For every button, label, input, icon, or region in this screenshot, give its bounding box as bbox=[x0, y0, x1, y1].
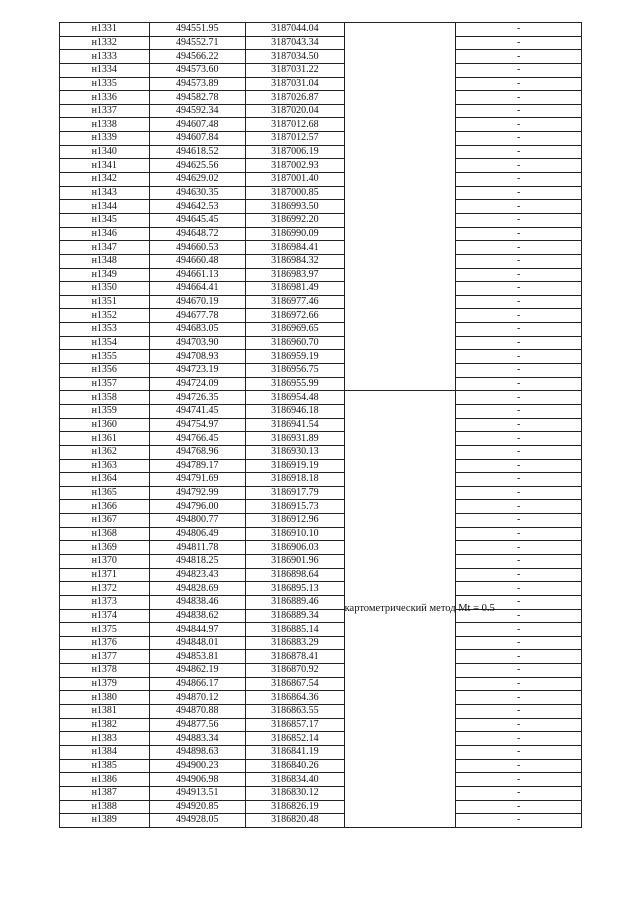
x-coordinate-cell: 494566.22 bbox=[149, 50, 246, 64]
note-cell: - bbox=[456, 350, 582, 364]
table-row bbox=[60, 636, 582, 650]
point-number-cell: н1378 bbox=[60, 664, 150, 678]
note-cell: - bbox=[456, 77, 582, 91]
point-number-cell: н1358 bbox=[60, 391, 150, 405]
point-number-cell: н1340 bbox=[60, 145, 150, 159]
y-coordinate-cell: 3187006.19 bbox=[246, 145, 345, 159]
note-cell: - bbox=[456, 759, 582, 773]
note-cell: - bbox=[456, 514, 582, 528]
point-number-cell: н1365 bbox=[60, 486, 150, 500]
table-row bbox=[60, 705, 582, 719]
point-number-cell: н1336 bbox=[60, 91, 150, 105]
y-coordinate-cell: 3187043.34 bbox=[246, 36, 345, 50]
table-row bbox=[60, 623, 582, 637]
table-row bbox=[60, 595, 582, 609]
x-coordinate-cell: 494806.49 bbox=[149, 527, 246, 541]
point-number-cell: н1389 bbox=[60, 814, 150, 828]
point-number-cell: н1344 bbox=[60, 200, 150, 214]
table-row bbox=[60, 159, 582, 173]
x-coordinate-cell: 494928.05 bbox=[149, 814, 246, 828]
y-coordinate-cell: 3187012.57 bbox=[246, 132, 345, 146]
point-number-cell: н1354 bbox=[60, 336, 150, 350]
y-coordinate-cell: 3186946.18 bbox=[246, 404, 345, 418]
y-coordinate-cell: 3186984.41 bbox=[246, 241, 345, 255]
point-number-cell: н1366 bbox=[60, 500, 150, 514]
x-coordinate-cell: 494913.51 bbox=[149, 786, 246, 800]
y-coordinate-cell: 3186969.65 bbox=[246, 323, 345, 337]
x-coordinate-cell: 494723.19 bbox=[149, 364, 246, 378]
y-coordinate-cell: 3186898.64 bbox=[246, 568, 345, 582]
point-number-cell: н1384 bbox=[60, 745, 150, 759]
x-coordinate-cell: 494683.05 bbox=[149, 323, 246, 337]
point-number-cell: н1364 bbox=[60, 473, 150, 487]
point-number-cell: н1377 bbox=[60, 650, 150, 664]
y-coordinate-cell: 3186883.29 bbox=[246, 636, 345, 650]
table-row bbox=[60, 459, 582, 473]
y-coordinate-cell: 3186919.19 bbox=[246, 459, 345, 473]
x-coordinate-cell: 494703.90 bbox=[149, 336, 246, 350]
y-coordinate-cell: 3187001.40 bbox=[246, 173, 345, 187]
x-coordinate-cell: 494870.88 bbox=[149, 705, 246, 719]
y-coordinate-cell: 3186956.75 bbox=[246, 364, 345, 378]
y-coordinate-cell: 3187020.04 bbox=[246, 104, 345, 118]
x-coordinate-cell: 494607.84 bbox=[149, 132, 246, 146]
x-coordinate-cell: 494848.01 bbox=[149, 636, 246, 650]
point-number-cell: н1360 bbox=[60, 418, 150, 432]
y-coordinate-cell: 3187031.22 bbox=[246, 63, 345, 77]
method-cell: картометрический метод Mt = 0.5 bbox=[344, 391, 456, 828]
y-coordinate-cell: 3187044.04 bbox=[246, 23, 345, 37]
y-coordinate-cell: 3186992.20 bbox=[246, 213, 345, 227]
note-cell: - bbox=[456, 773, 582, 787]
coordinates-table bbox=[59, 22, 582, 828]
note-cell: - bbox=[456, 268, 582, 282]
note-cell: - bbox=[456, 118, 582, 132]
x-coordinate-cell: 494708.93 bbox=[149, 350, 246, 364]
point-number-cell: н1381 bbox=[60, 705, 150, 719]
point-number-cell: н1332 bbox=[60, 36, 150, 50]
point-number-cell: н1342 bbox=[60, 173, 150, 187]
point-number-cell: н1352 bbox=[60, 309, 150, 323]
note-cell: - bbox=[456, 227, 582, 241]
table-row bbox=[60, 104, 582, 118]
table-row bbox=[60, 759, 582, 773]
point-number-cell: н1388 bbox=[60, 800, 150, 814]
note-cell: - bbox=[456, 445, 582, 459]
table-row bbox=[60, 186, 582, 200]
table-row bbox=[60, 786, 582, 800]
note-cell: - bbox=[456, 391, 582, 405]
x-coordinate-cell: 494811.78 bbox=[149, 541, 246, 555]
table-row bbox=[60, 404, 582, 418]
table-row bbox=[60, 50, 582, 64]
x-coordinate-cell: 494838.62 bbox=[149, 609, 246, 623]
table-row bbox=[60, 418, 582, 432]
table-row bbox=[60, 732, 582, 746]
x-coordinate-cell: 494726.35 bbox=[149, 391, 246, 405]
note-cell: - bbox=[456, 145, 582, 159]
point-number-cell: н1380 bbox=[60, 691, 150, 705]
note-cell: - bbox=[456, 173, 582, 187]
x-coordinate-cell: 494883.34 bbox=[149, 732, 246, 746]
x-coordinate-cell: 494618.52 bbox=[149, 145, 246, 159]
y-coordinate-cell: 3186867.54 bbox=[246, 677, 345, 691]
note-cell: - bbox=[456, 432, 582, 446]
x-coordinate-cell: 494592.34 bbox=[149, 104, 246, 118]
point-number-cell: н1361 bbox=[60, 432, 150, 446]
table-row bbox=[60, 650, 582, 664]
table-row bbox=[60, 554, 582, 568]
x-coordinate-cell: 494823.43 bbox=[149, 568, 246, 582]
x-coordinate-cell: 494664.41 bbox=[149, 282, 246, 296]
note-cell: - bbox=[456, 486, 582, 500]
note-cell: - bbox=[456, 500, 582, 514]
note-cell: - bbox=[456, 732, 582, 746]
point-number-cell: н1373 bbox=[60, 595, 150, 609]
note-cell: - bbox=[456, 213, 582, 227]
table-row bbox=[60, 664, 582, 678]
note-cell: - bbox=[456, 418, 582, 432]
x-coordinate-cell: 494630.35 bbox=[149, 186, 246, 200]
point-number-cell: н1349 bbox=[60, 268, 150, 282]
table-row bbox=[60, 541, 582, 555]
table-row bbox=[60, 145, 582, 159]
note-cell: - bbox=[456, 132, 582, 146]
y-coordinate-cell: 3186960.70 bbox=[246, 336, 345, 350]
y-coordinate-cell: 3186977.46 bbox=[246, 295, 345, 309]
point-number-cell: н1375 bbox=[60, 623, 150, 637]
point-number-cell: н1385 bbox=[60, 759, 150, 773]
note-cell: - bbox=[456, 541, 582, 555]
table-row bbox=[60, 814, 582, 828]
point-number-cell: н1359 bbox=[60, 404, 150, 418]
x-coordinate-cell: 494629.02 bbox=[149, 173, 246, 187]
y-coordinate-cell: 3186857.17 bbox=[246, 718, 345, 732]
x-coordinate-cell: 494573.60 bbox=[149, 63, 246, 77]
y-coordinate-cell: 3186910.10 bbox=[246, 527, 345, 541]
table-row bbox=[60, 282, 582, 296]
note-cell: - bbox=[456, 200, 582, 214]
y-coordinate-cell: 3186972.66 bbox=[246, 309, 345, 323]
note-cell: - bbox=[456, 36, 582, 50]
y-coordinate-cell: 3186830.12 bbox=[246, 786, 345, 800]
y-coordinate-cell: 3186918.18 bbox=[246, 473, 345, 487]
point-number-cell: н1356 bbox=[60, 364, 150, 378]
table-row bbox=[60, 568, 582, 582]
y-coordinate-cell: 3187034.50 bbox=[246, 50, 345, 64]
point-number-cell: н1369 bbox=[60, 541, 150, 555]
note-cell: - bbox=[456, 50, 582, 64]
y-coordinate-cell: 3186915.73 bbox=[246, 500, 345, 514]
y-coordinate-cell: 3186870.92 bbox=[246, 664, 345, 678]
table-row bbox=[60, 500, 582, 514]
table-row bbox=[60, 391, 582, 405]
y-coordinate-cell: 3187031.04 bbox=[246, 77, 345, 91]
x-coordinate-cell: 494853.81 bbox=[149, 650, 246, 664]
y-coordinate-cell: 3186834.40 bbox=[246, 773, 345, 787]
y-coordinate-cell: 3186878.41 bbox=[246, 650, 345, 664]
note-cell: - bbox=[456, 582, 582, 596]
note-cell: - bbox=[456, 186, 582, 200]
point-number-cell: н1331 bbox=[60, 23, 150, 37]
x-coordinate-cell: 494791.69 bbox=[149, 473, 246, 487]
y-coordinate-cell: 3186993.50 bbox=[246, 200, 345, 214]
method-cell-empty bbox=[344, 23, 456, 391]
y-coordinate-cell: 3186990.09 bbox=[246, 227, 345, 241]
coordinates-table-body bbox=[60, 23, 582, 828]
note-cell: - bbox=[456, 404, 582, 418]
x-coordinate-cell: 494625.56 bbox=[149, 159, 246, 173]
table-row bbox=[60, 63, 582, 77]
x-coordinate-cell: 494906.98 bbox=[149, 773, 246, 787]
table-row bbox=[60, 486, 582, 500]
point-number-cell: н1362 bbox=[60, 445, 150, 459]
x-coordinate-cell: 494900.23 bbox=[149, 759, 246, 773]
point-number-cell: н1371 bbox=[60, 568, 150, 582]
table-row bbox=[60, 609, 582, 623]
y-coordinate-cell: 3186954.48 bbox=[246, 391, 345, 405]
note-cell: - bbox=[456, 104, 582, 118]
point-number-cell: н1345 bbox=[60, 213, 150, 227]
table-row bbox=[60, 77, 582, 91]
note-cell: - bbox=[456, 63, 582, 77]
x-coordinate-cell: 494645.45 bbox=[149, 213, 246, 227]
note-cell: - bbox=[456, 814, 582, 828]
x-coordinate-cell: 494670.19 bbox=[149, 295, 246, 309]
note-cell: - bbox=[456, 786, 582, 800]
x-coordinate-cell: 494870.12 bbox=[149, 691, 246, 705]
point-number-cell: н1337 bbox=[60, 104, 150, 118]
point-number-cell: н1357 bbox=[60, 377, 150, 391]
point-number-cell: н1382 bbox=[60, 718, 150, 732]
note-cell: - bbox=[456, 650, 582, 664]
table-row bbox=[60, 432, 582, 446]
x-coordinate-cell: 494582.78 bbox=[149, 91, 246, 105]
x-coordinate-cell: 494898.63 bbox=[149, 745, 246, 759]
table-row bbox=[60, 350, 582, 364]
note-cell: - bbox=[456, 568, 582, 582]
x-coordinate-cell: 494552.71 bbox=[149, 36, 246, 50]
table-row bbox=[60, 132, 582, 146]
y-coordinate-cell: 3186983.97 bbox=[246, 268, 345, 282]
table-row bbox=[60, 36, 582, 50]
x-coordinate-cell: 494818.25 bbox=[149, 554, 246, 568]
table-row bbox=[60, 91, 582, 105]
note-cell: - bbox=[456, 473, 582, 487]
y-coordinate-cell: 3186885.14 bbox=[246, 623, 345, 637]
table-row bbox=[60, 173, 582, 187]
point-number-cell: н1350 bbox=[60, 282, 150, 296]
note-cell: - bbox=[456, 282, 582, 296]
point-number-cell: н1370 bbox=[60, 554, 150, 568]
note-cell: - bbox=[456, 295, 582, 309]
point-number-cell: н1347 bbox=[60, 241, 150, 255]
point-number-cell: н1333 bbox=[60, 50, 150, 64]
point-number-cell: н1334 bbox=[60, 63, 150, 77]
table-row bbox=[60, 241, 582, 255]
note-cell: - bbox=[456, 377, 582, 391]
x-coordinate-cell: 494660.48 bbox=[149, 254, 246, 268]
note-cell: - bbox=[456, 718, 582, 732]
x-coordinate-cell: 494768.96 bbox=[149, 445, 246, 459]
table-row bbox=[60, 473, 582, 487]
point-number-cell: н1374 bbox=[60, 609, 150, 623]
x-coordinate-cell: 494724.09 bbox=[149, 377, 246, 391]
table-row bbox=[60, 323, 582, 337]
y-coordinate-cell: 3186901.96 bbox=[246, 554, 345, 568]
table-row bbox=[60, 514, 582, 528]
point-number-cell: н1376 bbox=[60, 636, 150, 650]
table-row bbox=[60, 800, 582, 814]
table-row bbox=[60, 745, 582, 759]
note-cell: - bbox=[456, 459, 582, 473]
point-number-cell: н1335 bbox=[60, 77, 150, 91]
point-number-cell: н1355 bbox=[60, 350, 150, 364]
y-coordinate-cell: 3187026.87 bbox=[246, 91, 345, 105]
note-cell: - bbox=[456, 705, 582, 719]
y-coordinate-cell: 3186959.19 bbox=[246, 350, 345, 364]
table-row bbox=[60, 364, 582, 378]
table-row bbox=[60, 445, 582, 459]
table-row bbox=[60, 527, 582, 541]
y-coordinate-cell: 3186852.14 bbox=[246, 732, 345, 746]
x-coordinate-cell: 494877.56 bbox=[149, 718, 246, 732]
table-row bbox=[60, 336, 582, 350]
table-row bbox=[60, 254, 582, 268]
note-cell: - bbox=[456, 677, 582, 691]
point-number-cell: н1348 bbox=[60, 254, 150, 268]
x-coordinate-cell: 494789.17 bbox=[149, 459, 246, 473]
y-coordinate-cell: 3186906.03 bbox=[246, 541, 345, 555]
x-coordinate-cell: 494660.53 bbox=[149, 241, 246, 255]
point-number-cell: н1363 bbox=[60, 459, 150, 473]
note-cell: - bbox=[456, 664, 582, 678]
note-cell: - bbox=[456, 23, 582, 37]
y-coordinate-cell: 3186955.99 bbox=[246, 377, 345, 391]
note-cell: - bbox=[456, 609, 582, 623]
y-coordinate-cell: 3186941.54 bbox=[246, 418, 345, 432]
note-cell: - bbox=[456, 691, 582, 705]
x-coordinate-cell: 494741.45 bbox=[149, 404, 246, 418]
y-coordinate-cell: 3186841.19 bbox=[246, 745, 345, 759]
y-coordinate-cell: 3187002.93 bbox=[246, 159, 345, 173]
note-cell: - bbox=[456, 800, 582, 814]
note-cell: - bbox=[456, 636, 582, 650]
y-coordinate-cell: 3187000.85 bbox=[246, 186, 345, 200]
x-coordinate-cell: 494573.89 bbox=[149, 77, 246, 91]
x-coordinate-cell: 494792.99 bbox=[149, 486, 246, 500]
x-coordinate-cell: 494866.17 bbox=[149, 677, 246, 691]
x-coordinate-cell: 494796.00 bbox=[149, 500, 246, 514]
note-cell: - bbox=[456, 623, 582, 637]
note-cell: - bbox=[456, 309, 582, 323]
y-coordinate-cell: 3186981.49 bbox=[246, 282, 345, 296]
x-coordinate-cell: 494551.95 bbox=[149, 23, 246, 37]
point-number-cell: н1339 bbox=[60, 132, 150, 146]
table-row bbox=[60, 295, 582, 309]
point-number-cell: н1387 bbox=[60, 786, 150, 800]
table-row bbox=[60, 200, 582, 214]
point-number-cell: н1346 bbox=[60, 227, 150, 241]
table-row bbox=[60, 377, 582, 391]
y-coordinate-cell: 3186930.13 bbox=[246, 445, 345, 459]
y-coordinate-cell: 3186863.55 bbox=[246, 705, 345, 719]
x-coordinate-cell: 494844.97 bbox=[149, 623, 246, 637]
table-row bbox=[60, 718, 582, 732]
point-number-cell: н1368 bbox=[60, 527, 150, 541]
table-row bbox=[60, 309, 582, 323]
table-row bbox=[60, 691, 582, 705]
point-number-cell: н1386 bbox=[60, 773, 150, 787]
note-cell: - bbox=[456, 91, 582, 105]
table-row bbox=[60, 773, 582, 787]
y-coordinate-cell: 3186984.32 bbox=[246, 254, 345, 268]
point-number-cell: н1367 bbox=[60, 514, 150, 528]
note-cell: - bbox=[456, 745, 582, 759]
point-number-cell: н1351 bbox=[60, 295, 150, 309]
table-row bbox=[60, 227, 582, 241]
x-coordinate-cell: 494828.69 bbox=[149, 582, 246, 596]
x-coordinate-cell: 494862.19 bbox=[149, 664, 246, 678]
note-cell: - bbox=[456, 323, 582, 337]
y-coordinate-cell: 3186917.79 bbox=[246, 486, 345, 500]
x-coordinate-cell: 494766.45 bbox=[149, 432, 246, 446]
table-row bbox=[60, 268, 582, 282]
note-cell: - bbox=[456, 336, 582, 350]
x-coordinate-cell: 494920.85 bbox=[149, 800, 246, 814]
point-number-cell: н1372 bbox=[60, 582, 150, 596]
x-coordinate-cell: 494677.78 bbox=[149, 309, 246, 323]
note-cell: - bbox=[456, 254, 582, 268]
x-coordinate-cell: 494800.77 bbox=[149, 514, 246, 528]
x-coordinate-cell: 494838.46 bbox=[149, 595, 246, 609]
note-cell: - bbox=[456, 527, 582, 541]
y-coordinate-cell: 3186840.26 bbox=[246, 759, 345, 773]
note-cell: - bbox=[456, 554, 582, 568]
x-coordinate-cell: 494642.53 bbox=[149, 200, 246, 214]
y-coordinate-cell: 3186826.19 bbox=[246, 800, 345, 814]
note-cell: - bbox=[456, 159, 582, 173]
x-coordinate-cell: 494648.72 bbox=[149, 227, 246, 241]
y-coordinate-cell: 3186820.48 bbox=[246, 814, 345, 828]
y-coordinate-cell: 3186889.46 bbox=[246, 595, 345, 609]
point-number-cell: н1341 bbox=[60, 159, 150, 173]
y-coordinate-cell: 3186912.96 bbox=[246, 514, 345, 528]
y-coordinate-cell: 3187012.68 bbox=[246, 118, 345, 132]
x-coordinate-cell: 494754.97 bbox=[149, 418, 246, 432]
note-cell: - bbox=[456, 595, 582, 609]
point-number-cell: н1383 bbox=[60, 732, 150, 746]
y-coordinate-cell: 3186895.13 bbox=[246, 582, 345, 596]
y-coordinate-cell: 3186889.34 bbox=[246, 609, 345, 623]
table-row bbox=[60, 677, 582, 691]
point-number-cell: н1343 bbox=[60, 186, 150, 200]
note-cell: - bbox=[456, 364, 582, 378]
point-number-cell: н1338 bbox=[60, 118, 150, 132]
x-coordinate-cell: 494607.48 bbox=[149, 118, 246, 132]
point-number-cell: н1379 bbox=[60, 677, 150, 691]
y-coordinate-cell: 3186931.89 bbox=[246, 432, 345, 446]
y-coordinate-cell: 3186864.36 bbox=[246, 691, 345, 705]
table-row bbox=[60, 118, 582, 132]
table-row bbox=[60, 213, 582, 227]
point-number-cell: н1353 bbox=[60, 323, 150, 337]
x-coordinate-cell: 494661.13 bbox=[149, 268, 246, 282]
table-row bbox=[60, 582, 582, 596]
note-cell: - bbox=[456, 241, 582, 255]
table-row bbox=[60, 23, 582, 37]
